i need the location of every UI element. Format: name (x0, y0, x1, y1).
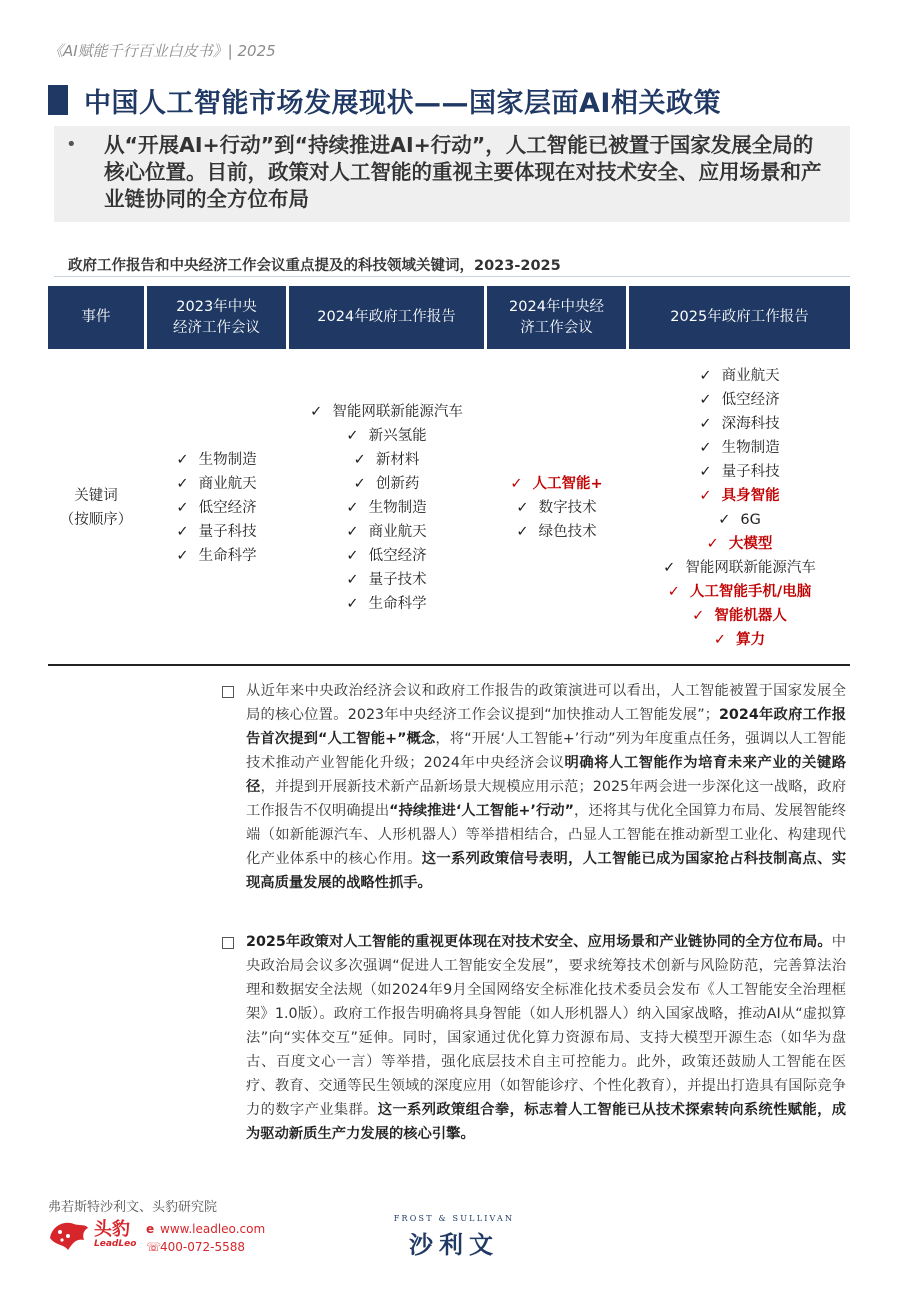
row-label-cell (48, 352, 144, 664)
keyword-item (176, 520, 256, 544)
keyword-item (699, 364, 779, 388)
analysis-paragraph-1 (246, 679, 846, 895)
keyword-text: 商业航天 (198, 476, 257, 492)
frost-sullivan-logo (380, 1214, 528, 1260)
checkmark-icon: ✓ (699, 368, 712, 384)
keyword-text: 低空经济 (368, 548, 427, 564)
keyword-text: 具身智能 (721, 488, 780, 504)
keyword-text: 新材料 (375, 452, 420, 468)
keyword-text: 生命科学 (198, 548, 257, 564)
checkmark-icon: ✓ (706, 536, 719, 552)
keywords-col-2025-gwr (629, 352, 850, 664)
keywords-table-body (48, 352, 850, 664)
keyword-text: 算力 (736, 632, 766, 648)
header-cell-2024-gwr: 2024年政府工作报告 (289, 286, 484, 349)
keyword-item (346, 424, 426, 448)
keyword-item (699, 388, 779, 412)
caption-divider (54, 276, 850, 277)
checkmark-icon: ✓ (176, 500, 189, 516)
header-cell-2023-cewc: 2023年中央 经济工作会议 (147, 286, 286, 349)
keyword-item (718, 508, 761, 532)
summary-text: 从“开展AI+行动”到“持续推进AI+行动”，人工智能已被置于国家发展全局的核心位置。目前，政策对人工智能的重视主要体现在对技术安全、应用场景和产业链协同的全方位布局 (104, 133, 822, 211)
checkmark-icon: ✓ (346, 596, 359, 612)
checkmark-icon: ✓ (667, 584, 680, 600)
checkmark-icon: ✓ (510, 476, 523, 492)
keyword-text: 生物制造 (368, 500, 427, 516)
keyword-item (516, 520, 596, 544)
checkmark-icon: ✓ (699, 416, 712, 432)
keyword-item (346, 544, 426, 568)
keyword-item (692, 604, 787, 628)
bullet-icon: • (66, 134, 77, 155)
phone-number: 400-072-5588 (160, 1240, 246, 1254)
keyword-item (346, 496, 426, 520)
checkmark-icon: ✓ (516, 524, 529, 540)
keywords-col-2023-cewc (147, 352, 286, 664)
keyword-item (510, 472, 602, 496)
leopard-icon (46, 1218, 90, 1252)
page-title: 中国人工智能市场发展现状——国家层面AI相关政策 (84, 87, 721, 119)
body-text: ，还将其与优化全国算力布局、发展智能终端（如新能源汽车、人形机器人）等举措相结合，凸显人工智能在推动新型工业化、构建现代化产业体系中的核心作用。 (246, 803, 846, 867)
keyword-text: 量子科技 (198, 524, 257, 540)
emphasis-text: 2024年政府工作报告首次提到“人工智能+”概念 (246, 707, 846, 747)
checkmark-icon: ✓ (346, 428, 359, 444)
checkmark-icon: ✓ (176, 548, 189, 564)
page-title-bar (48, 84, 850, 119)
checkbox-bullet-icon (222, 686, 234, 698)
keyword-item (346, 520, 426, 544)
key-summary-box (54, 126, 850, 222)
header-cell-2024-cewc: 2024年中央经 济工作会议 (487, 286, 626, 349)
source-note: 弗若斯特沙利文、头豹研究院 (48, 1200, 218, 1215)
keyword-item (699, 484, 779, 508)
keyword-item (310, 400, 463, 424)
checkmark-icon: ✓ (699, 392, 712, 408)
table-header (48, 286, 850, 349)
emphasis-text: “持续推进‘人工智能+’行动” (389, 803, 574, 819)
keyword-text: 6G (740, 512, 761, 528)
header-cell-2025-gwr: 2025年政府工作报告 (629, 286, 850, 349)
table-caption: 政府工作报告和中央经济工作会议重点提及的科技领域关键词，2023-2025 (68, 258, 561, 274)
analysis-paragraph-2 (246, 930, 846, 1146)
keyword-item (176, 448, 256, 472)
emphasis-text: 这一系列政策组合拳，标志着人工智能已从技术探索转向系统性赋能，成为驱动新质生产力发展的核心引擎。 (246, 1102, 847, 1142)
keyword-item (354, 448, 420, 472)
keyword-text: 商业航天 (721, 368, 780, 384)
keyword-item (176, 544, 256, 568)
keyword-item (699, 436, 779, 460)
checkmark-icon: ✓ (310, 404, 323, 420)
table-bottom-rule (48, 664, 850, 666)
leadleo-sub: LeadLeo (94, 1239, 137, 1249)
checkmark-icon: ✓ (353, 452, 366, 468)
keyword-text: 深海科技 (721, 416, 780, 432)
keyword-item (176, 496, 256, 520)
checkmark-icon: ✓ (346, 548, 359, 564)
keyword-text: 低空经济 (198, 500, 257, 516)
keywords-col-2024-cewc (487, 352, 626, 664)
keyword-text: 人工智能手机/电脑 (689, 584, 812, 600)
keyword-text: 生命科学 (368, 596, 427, 612)
keyword-text: 生物制造 (198, 452, 257, 468)
checkmark-icon: ✓ (718, 512, 731, 528)
checkmark-icon: ✓ (699, 440, 712, 456)
keyword-text: 量子科技 (721, 464, 780, 480)
checkmark-icon: ✓ (346, 572, 359, 588)
checkmark-icon: ✓ (176, 476, 189, 492)
keyword-text: 智能网联新能源汽车 (685, 560, 816, 576)
report-series-label: 《AI赋能千行百业白皮书》| 2025 (48, 42, 276, 60)
website-link[interactable]: www.leadleo.com (160, 1222, 266, 1236)
keyword-item (346, 568, 426, 592)
phone-icon: ☏ (146, 1240, 162, 1254)
emphasis-text: 2025年政策对人工智能的重视更体现在对技术安全、应用场景和产业链协同的全方位布局。 (246, 934, 832, 950)
leadleo-brand: 头豹 (94, 1219, 130, 1240)
checkmark-icon: ✓ (699, 488, 712, 504)
checkmark-icon: ✓ (663, 560, 676, 576)
emphasis-text: 明确将人工智能作为培育未来产业的关键路径 (246, 755, 846, 795)
checkmark-icon: ✓ (346, 524, 359, 540)
row-label: 关键词 （按顺序） (59, 488, 133, 528)
keyword-text: 绿色技术 (538, 524, 597, 540)
keyword-item (176, 472, 256, 496)
keyword-item (668, 580, 811, 604)
body-text: ，并提到开展新技术新产品新场景大规模应用示范；2025年两会进一步深化这一战略，政府工作报告不仅明确提出 (246, 779, 847, 819)
keyword-text: 新兴氢能 (368, 428, 427, 444)
keyword-item (707, 532, 773, 556)
keyword-text: 量子技术 (368, 572, 427, 588)
emphasis-text: 这一系列政策信号表明，人工智能已成为国家抢占科技制高点、实现高质量发展的战略性抓手。 (246, 851, 847, 891)
checkmark-icon: ✓ (699, 464, 712, 480)
keyword-item (354, 472, 420, 496)
checkmark-icon: ✓ (176, 524, 189, 540)
title-accent-bar (48, 85, 68, 115)
contact-info (146, 1220, 265, 1256)
header-cell-event: 事件 (48, 286, 144, 349)
leadleo-logo (46, 1218, 136, 1252)
checkmark-icon: ✓ (176, 452, 189, 468)
checkmark-icon: ✓ (516, 500, 529, 516)
keyword-item (699, 460, 779, 484)
web-icon: e (146, 1222, 155, 1236)
keyword-item (346, 592, 426, 616)
fs-chinese-name: 沙利文 (409, 1231, 499, 1259)
keyword-text: 人工智能+ (532, 476, 603, 492)
keyword-text: 智能网联新能源汽车 (332, 404, 463, 420)
checkbox-bullet-icon (222, 937, 234, 949)
keyword-item (699, 412, 779, 436)
checkmark-icon: ✓ (692, 608, 705, 624)
keyword-item (663, 556, 816, 580)
keyword-text: 数字技术 (538, 500, 597, 516)
checkmark-icon: ✓ (713, 632, 727, 648)
fs-english-name: FROST & SULLIVAN (393, 1214, 515, 1223)
body-text: 从近年来中央政治经济会议和政府工作报告的政策演进可以看出，人工智能被置于国家发展全局的核心位置。2023年中央经济工作会议提到“加快推动人工智能发展”； (246, 683, 846, 723)
keyword-text: 大模型 (728, 536, 773, 552)
keyword-text: 低空经济 (721, 392, 780, 408)
body-text: 中央政治局会议多次强调“促进人工智能安全发展”，要求统筹技术创新与风险防范，完善算法治理和数据安全法规（如2024年9月全国网络安全标准化技术委员会发布《人工智能安全治理框架》1.0版）。政府工作报告明确将具身智能（如人形机器人）纳入国家战略，推动AI从“虚拟算法”向“实体交互”延伸。同时，国家通过优化算力资源布局、支持大模型开源生态（如华为盘古、百度文心一言）等举措，强化底层技术自主可控能力。此外，政策还鼓励人工智能在医疗、教育、交通等民生领域的深度应用（如智能诊疗、个性化教育），并提出打造具有国际竞争力的数字产业集群。 (246, 934, 846, 1118)
keyword-item (714, 628, 765, 652)
keyword-text: 商业航天 (368, 524, 427, 540)
keyword-item (516, 496, 596, 520)
checkmark-icon: ✓ (346, 500, 359, 516)
body-text: ，将“开展‘人工智能+’行动”列为年度重点任务，强调以人工智能技术推动产业智能化升级；2024年中央经济会议 (246, 731, 846, 771)
checkmark-icon: ✓ (353, 476, 366, 492)
keyword-text: 创新药 (375, 476, 420, 492)
keyword-text: 生物制造 (721, 440, 780, 456)
keywords-col-2024-gwr (289, 352, 484, 664)
keyword-text: 智能机器人 (714, 608, 787, 624)
